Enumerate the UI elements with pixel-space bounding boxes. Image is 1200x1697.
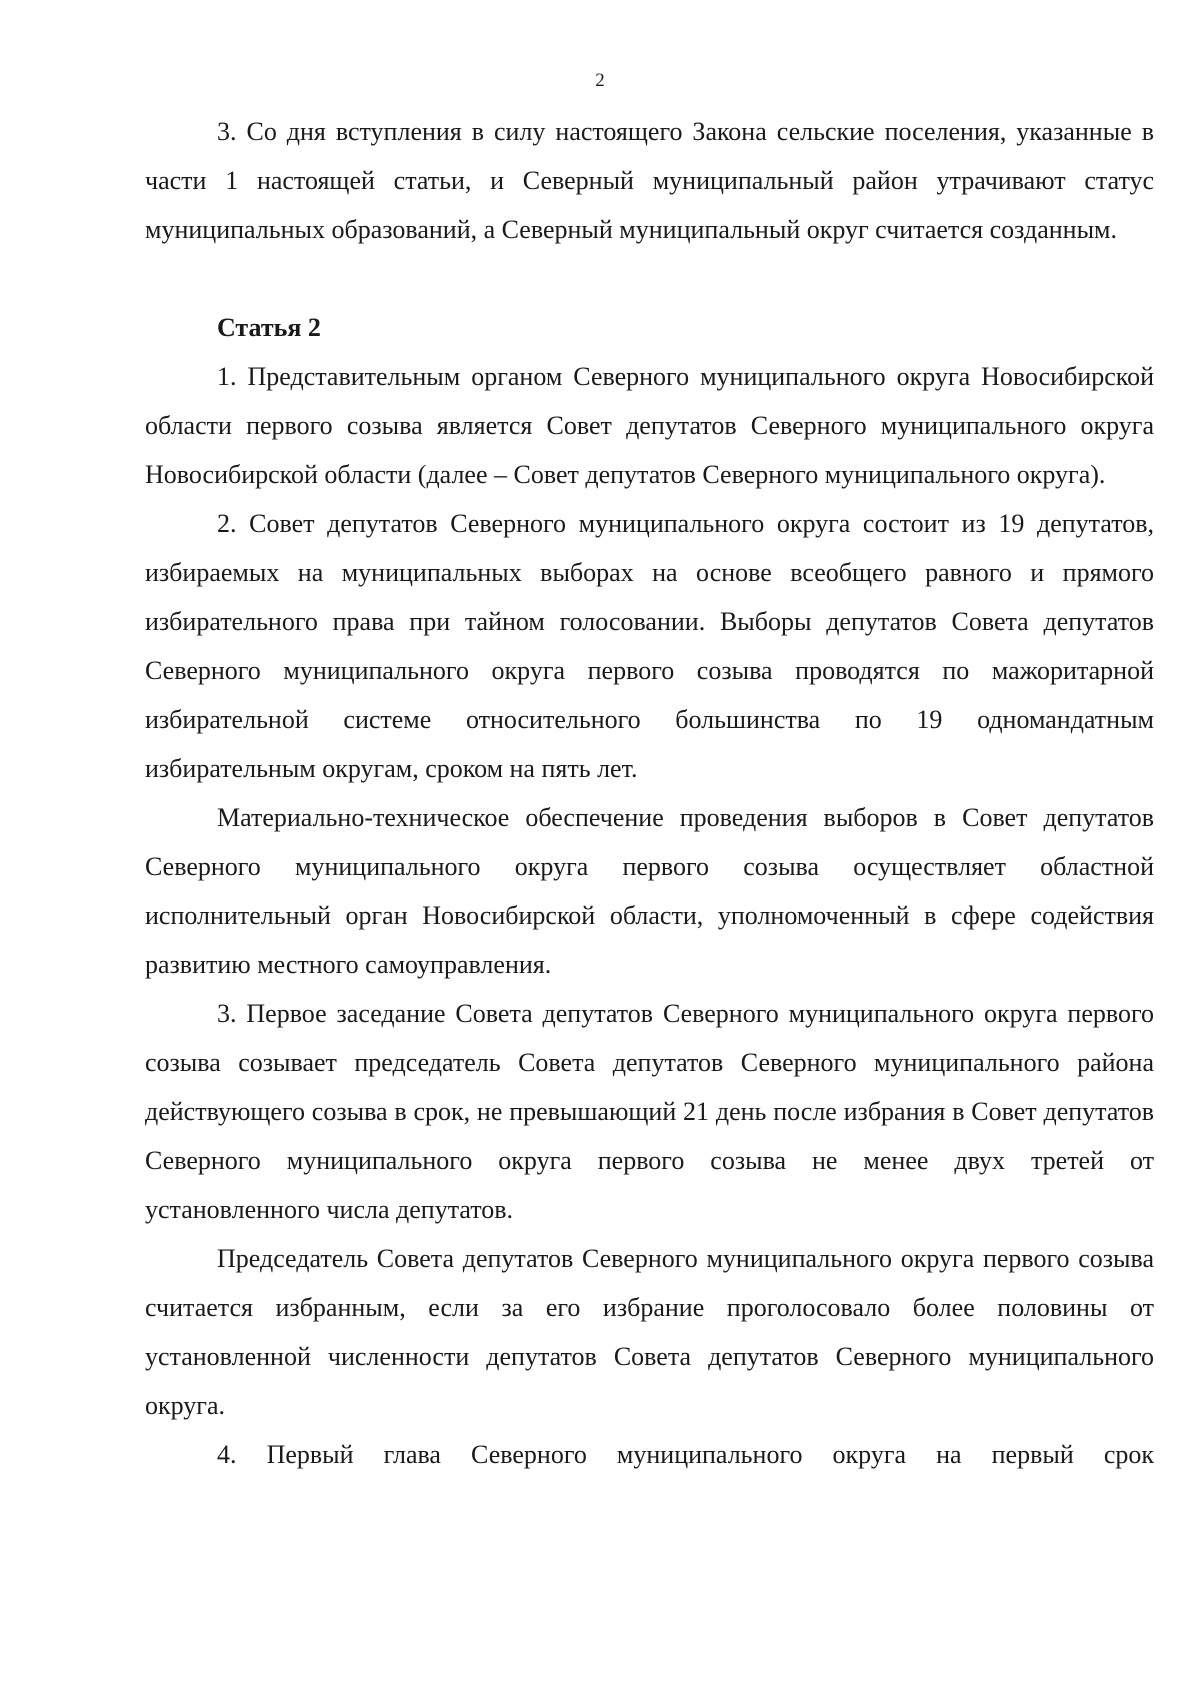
paragraph-article-2-part-4: 4. Первый глава Северного муниципального округа на первый срок [217, 1440, 1154, 1469]
paragraph-article-2-part-3: 3. Первое заседание Совета депутатов Северного муниципального округа первого созыва созывает председатель Совета депутатов Северного муниципального района действующего созыва в срок, не превышающий 21 день после избрания в Совет депутатов Северного муниципального округа первого созыва не менее двух третей от установленного числа депутатов. [145, 999, 1154, 1224]
page-number: 2 [595, 70, 605, 91]
document-body [145, 107, 1154, 1479]
paragraph-part-3-article-1: 3. Со дня вступления в силу настоящего Закона сельские поселения, указанные в части 1 настоящей статьи, и Северный муниципальный район утрачивают статус муниципальных образований, а Северный муниципальный округ считается созданным. [145, 117, 1154, 244]
paragraph-material-support: Материально-техническое обеспечение проведения выборов в Совет депутатов Северного муниципального округа первого созыва осуществляет областной исполнительный орган Новосибирской области, уполномоченный в сфере содействия развитию местного самоуправления. [145, 803, 1154, 979]
article-2-heading: Статья 2 [217, 313, 321, 342]
paragraph-chairman: Председатель Совета депутатов Северного муниципального округа первого созыва считается избранным, если за его избрание проголосовало более половины от установленной численности депутатов Совета депутатов Северного муниципального округа. [145, 1244, 1154, 1420]
paragraph-article-2-part-2: 2. Совет депутатов Северного муниципального округа состоит из 19 депутатов, избираемых на муниципальных выборах на основе всеобщего равного и прямого избирательного права при тайном голосовании. Выборы депутатов Совета депутатов Северного муниципального округа первого созыва проводятся по мажоритарной избирательной системе относительного большинства по 19 одномандатным избирательным округам, сроком на пять лет. [145, 509, 1154, 783]
paragraph-article-2-part-1: 1. Представительным органом Северного муниципального округа Новосибирской области первого созыва является Совет депутатов Северного муниципального округа Новосибирской области (далее – Совет депутатов Северного муниципального округа). [145, 362, 1154, 489]
